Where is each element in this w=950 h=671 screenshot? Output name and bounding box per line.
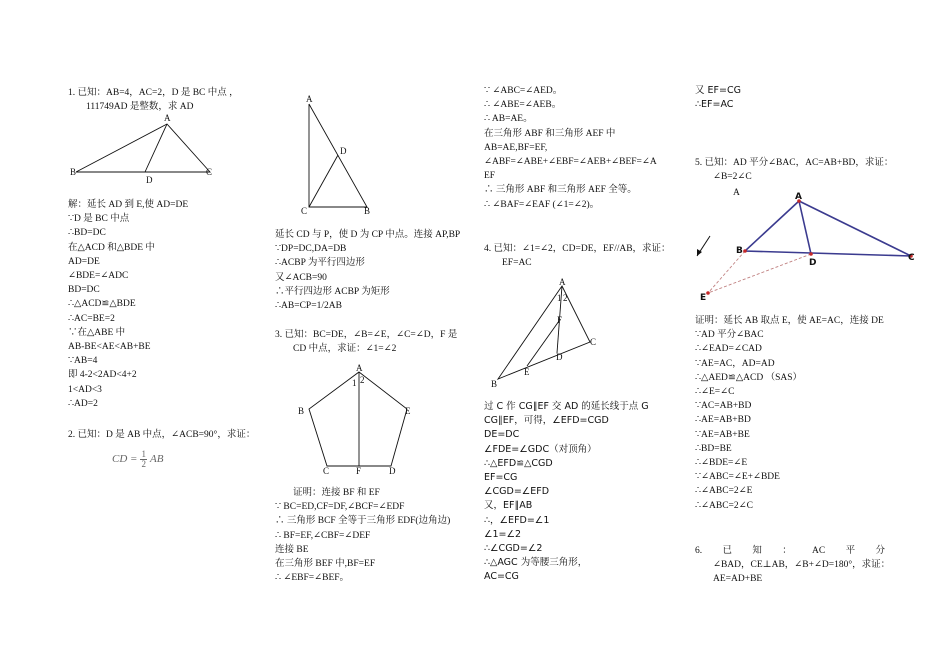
solution-line: ∵在△ABE 中 (68, 327, 126, 338)
angle-2: 2 (360, 375, 365, 385)
problem-6-statement-wrap (695, 544, 905, 587)
problem-1-statement-cont: 111749AD 是整数，求 AD (86, 102, 194, 113)
solution-line: ∴∠CGD=∠2 (484, 543, 543, 555)
solution-line: ∵∠ABC=∠E+∠BDE (695, 472, 780, 483)
problem-3-statement-wrap (275, 328, 480, 356)
figure-5-triangle (690, 192, 920, 304)
solution-line: ∵AC=AB+BD (695, 401, 752, 412)
problem-3-statement: 3. 已知：BC=DE，∠B=∠E，∠C=∠D，F 是 (275, 330, 458, 340)
solution-line: DE=DC (484, 429, 520, 441)
label-F: F (356, 466, 362, 476)
word: AC (812, 546, 826, 556)
problem-4-solution (484, 400, 689, 585)
solution-line: BD=DC (68, 285, 100, 296)
solution-line: ∴EF=AC (695, 99, 734, 111)
solution-line: ∴平行四边形 ACBP 为矩形 (275, 286, 390, 297)
solution-line: 又∠ACB=90 (275, 272, 327, 283)
solution-line: 延长 CD 与 P，使 D 为 CP 中点。连接 AP,BP (275, 230, 461, 240)
word: 已 (722, 546, 732, 556)
problem-2-formula (112, 450, 163, 469)
solution-line: ∴ AB=AE。 (484, 114, 533, 125)
figure-2-right-triangle (300, 92, 390, 217)
problem-2-statement: 2. 已知：D 是 AB 中点，∠ACB=90°，求证： (68, 430, 256, 440)
solution-line: ∵AB=4 (68, 356, 98, 367)
solution-line: ∠BDE=∠ADC (68, 271, 129, 282)
problem-3-solution (275, 486, 480, 585)
label-A: A (795, 192, 802, 202)
problem-2-solution (275, 228, 480, 313)
angle-1: 1 (557, 293, 562, 303)
solution-line: ∠FDE=∠GDC（对顶角） (484, 443, 597, 455)
solution-line: EF=CG (484, 472, 518, 484)
label-A: A (356, 363, 363, 373)
word: ： (782, 546, 792, 556)
solution-line: 证明：连接 BF 和 EF (293, 488, 380, 498)
label-C: C (301, 206, 308, 216)
problem-5-solution (695, 314, 905, 513)
label-B: B (736, 246, 743, 256)
solution-line: ∴ 三角形 ABF 和三角形 AEF 全等。 (484, 185, 637, 196)
problem-6-statement (695, 544, 885, 558)
problem-4-solution-cont (695, 84, 895, 112)
problem-5-vertex-label: A (733, 188, 740, 199)
solution-line: ∴ACBP 为平行四边形 (275, 258, 365, 269)
label-A: A (306, 94, 313, 104)
solution-line: 过 C 作 CG∥EF 交 AD 的延长线于点 G (484, 401, 649, 412)
solution-line: ∠CGD=∠EFD (484, 486, 550, 498)
solution-line: 在△ACD 和△BDE 中 (68, 242, 155, 253)
solution-line: 证明：延长 AB 取点 E，使 AE=AC，连接 DE (695, 316, 884, 326)
problem-5-statement: 5. 已知：AD 平分∠BAC，AC=AB+BD，求证： (695, 158, 894, 168)
label-A: A (559, 277, 566, 287)
solution-line: ∴ ∠EBF=∠BEF。 (275, 573, 350, 584)
solution-line: ∴ ∠ABE=∠AEB。 (484, 100, 562, 111)
figure-4-triangle (486, 275, 606, 393)
problem-4-statement: 4. 已知：∠1=∠2，CD=DE，EF//AB，求证： (484, 244, 671, 254)
solution-line: 即 4-2<2AD<4+2 (68, 370, 137, 381)
solution-line: ∴∠ABC=2∠E (695, 486, 753, 497)
problem-5-statement-cont: ∠B=2∠C (713, 172, 752, 183)
word: 6. (695, 546, 703, 556)
word: 平 (845, 546, 856, 556)
solution-line: EF (484, 171, 496, 182)
solution-line: ∴ 三角形 BCF 全等于三角形 EDF(边角边) (275, 516, 451, 527)
figure-3-pentagon (295, 362, 425, 477)
angle-2: 2 (563, 293, 568, 303)
problem-4-statement-cont: EF=AC (502, 258, 532, 269)
solution-line: ∴△ACD≌△BDE (68, 299, 136, 310)
solution-line: ∴∠EAD=∠CAD (695, 344, 762, 355)
problem-6-statement-cont: ∠BAD，CE⊥AB，∠B+∠D=180°，求证： (713, 560, 891, 571)
solution-line: ∴△AED≌△ACD （SAS） (695, 372, 803, 383)
solution-line: ∵AE=AB+BE (695, 429, 750, 440)
solution-line: ∵AD 平分∠BAC (695, 330, 764, 341)
label-C: C (206, 167, 213, 177)
label-E: E (524, 367, 530, 377)
solution-line: ∴AC=BE=2 (68, 313, 115, 324)
label-C: C (590, 337, 597, 347)
solution-line: ∵DP=DC,DA=DB (275, 244, 347, 255)
solution-line: ∵D 是 BC 中点 (68, 214, 130, 225)
problem-3-statement-cont: CD 中点，求证：∠1=∠2 (293, 344, 397, 355)
solution-line: 在三角形 BEF 中,BF=EF (275, 559, 376, 570)
label-E: E (700, 293, 707, 303)
label-E: E (405, 406, 411, 416)
word: 分 (875, 546, 885, 556)
solution-line: 解：延长 AD 到 E,使 AD=DE (68, 200, 189, 210)
solution-line: CG∥EF，可得，∠EFD=CGD (484, 415, 609, 427)
solution-line: ∵ BC=ED,CF=DF,∠BCF=∠EDF (275, 502, 405, 513)
formula-rhs: AB (149, 453, 164, 466)
solution-line: 1<AD<3 (68, 384, 102, 395)
label-D: D (556, 352, 563, 362)
solution-line: 又 EF=CG (695, 85, 741, 96)
solution-line: ∴ BF=EF,∠CBF=∠DEF (275, 530, 371, 541)
solution-line: ∴，∠EFD=∠1 (484, 514, 550, 526)
angle-1: 1 (352, 378, 357, 388)
solution-line: AD=DE (68, 256, 100, 267)
solution-line: ∵ ∠ABC=∠AED。 (484, 86, 563, 96)
label-C: C (908, 253, 915, 263)
label-B: B (70, 167, 77, 177)
solution-line: ∴BD=DC (68, 228, 106, 239)
solution-line: ∠1=∠2 (484, 528, 522, 540)
solution-line: ∴△EFD≌△CGD (484, 457, 553, 469)
solution-line: 连接 BE (275, 544, 309, 555)
solution-line: ∠ABF=∠ABE+∠EBF=∠AEB+∠BEF=∠A (484, 157, 657, 168)
label-D: D (340, 146, 347, 156)
problem-2-statement-wrap (68, 428, 255, 442)
solution-line: ∴AB=CP=1/2AB (275, 301, 342, 312)
solution-line: ∴AE=AB+BD (695, 415, 751, 426)
figure-1-triangle (60, 110, 230, 190)
label-D: D (389, 466, 396, 476)
formula-lhs: CD = (112, 453, 138, 466)
solution-line: ∴AD=2 (68, 398, 98, 409)
problem-6-statement-cont: AE=AD+BE (713, 574, 763, 585)
fraction-numerator: 1 (141, 449, 146, 459)
fraction-half (140, 450, 147, 469)
solution-line: 在三角形 ABF 和三角形 AEF 中 (484, 128, 616, 139)
label-B: B (298, 406, 305, 416)
problem-4-statement-wrap (484, 242, 689, 270)
solution-line: 又，EF∥AB (484, 500, 533, 512)
problem-3-solution-cont (484, 84, 689, 212)
solution-line: ∴ ∠BAF=∠EAF (∠1=∠2)。 (484, 199, 600, 210)
label-C: C (323, 466, 330, 476)
solution-line: AB-BE<AE<AB+BE (68, 342, 151, 353)
solution-line: AC=CG (484, 571, 519, 583)
fraction-denominator: 2 (141, 459, 146, 469)
label-B: B (364, 206, 371, 216)
solution-line: ∴∠E=∠C (695, 387, 735, 398)
word: 知 (752, 546, 762, 556)
problem-1-solution (68, 198, 268, 411)
problem-1-statement: 1. 已知：AB=4，AC=2，D 是 BC 中点 ， (68, 88, 239, 98)
solution-line: ∴△AGC 为等腰三角形， (484, 557, 588, 569)
label-D: D (809, 258, 817, 268)
label-F: F (557, 315, 563, 325)
solution-line: ∴∠ABC=2∠C (695, 500, 753, 511)
label-A: A (164, 113, 171, 123)
label-D: D (146, 175, 153, 185)
label-B: B (491, 379, 498, 389)
solution-line: ∴BD=BE (695, 443, 732, 454)
solution-line: ∵AE=AC，AD=AD (695, 358, 775, 369)
solution-line: AB=AE,BF=EF, (484, 142, 548, 153)
solution-line: ∴∠BDE=∠E (695, 458, 748, 469)
